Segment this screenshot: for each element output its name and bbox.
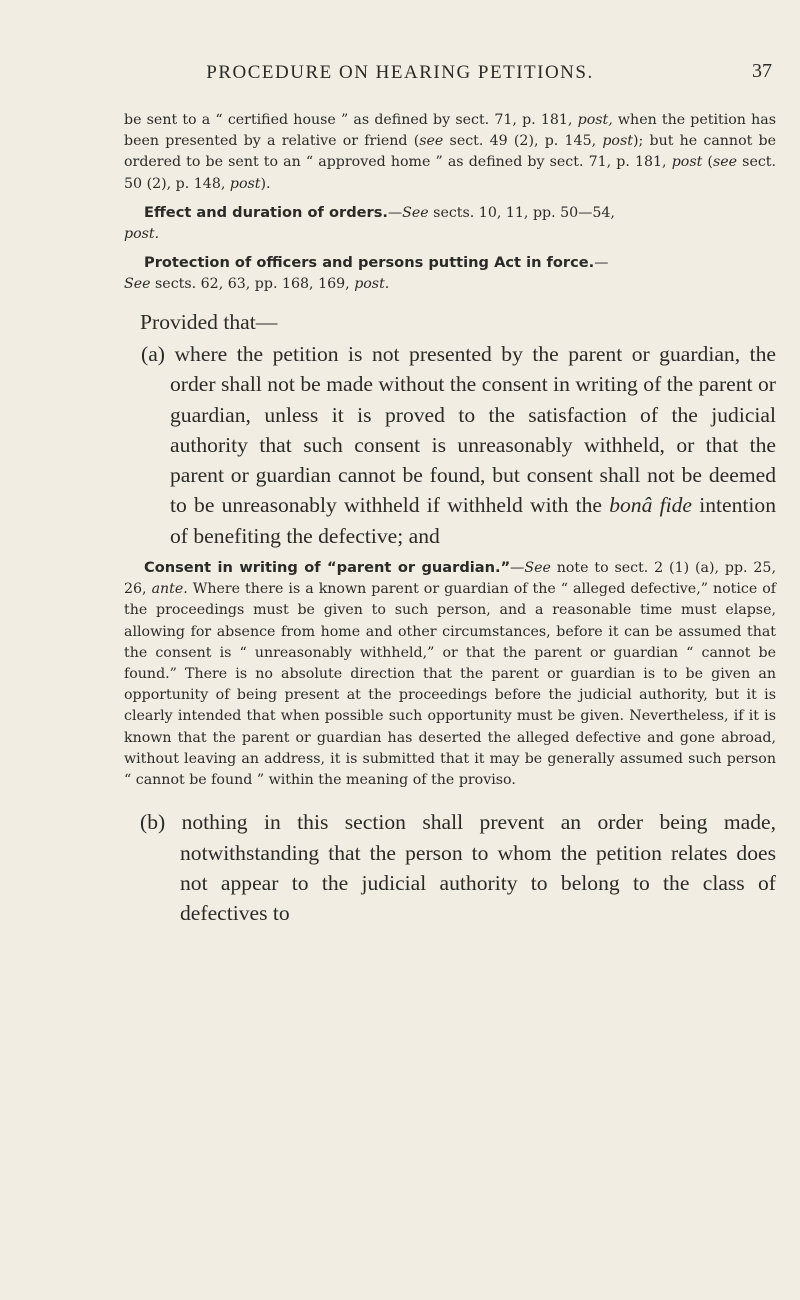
paragraph-effect-duration: Effect and duration of orders.—See sects. 10, 11, pp. 50—54, post. <box>124 203 615 243</box>
paragraph-certified-house: be sent to a “ certified house ” as defined by sect. 71, p. 181, post, when the petition has been presented by a relative or friend (see sect. 49 (2), p. 145, post); but he cannot be ordered to be sent to an “ approved home ” as defined by sect. 71, p. 181, post (see sect. 50 (2), p. 148, post). <box>124 112 777 192</box>
heading-protection: Protection of officers and persons putting Act in force. <box>144 254 595 272</box>
proviso-b: (b) nothing in this section shall prevent an order being made, notwithstanding that the person to whom the petition relates does not appear to the judicial authority to belong to the class of defectives to <box>140 810 776 926</box>
paragraph-protection: Protection of officers and persons putting Act in force.— See sects. 62, 63, pp. 168, 169, post. <box>124 254 609 293</box>
running-head: PROCEDURE ON HEARING PETITIONS. <box>206 62 594 83</box>
proviso-a: (a) where the petition is not presented by the parent or guardian, the order shall not be made without the consent in writing of the parent or guardian, unless it is proved to the satisfaction of the judicial authority that such consent is unreasonably withheld, or that the parent or guardian cannot be found, but consent shall not be deemed to be unreasonably withheld if withheld with the bonâ fide intention of benefiting the defective; and <box>141 341 776 548</box>
provided-that: Provided that— <box>140 309 278 334</box>
paragraph-consent-note: Consent in writing of “parent or guardian.”—See note to sect. 2 (1) (a), pp. 25, 26, ante. Where there is a known parent or guardian of the “ alleged defective,” notice of the proceedings must be given to such person, and a reasonable time must elapse, allowing for absence from home and other circumstances, before it can be assumed that the consent is “ unreasonably withheld,” or that the parent or guardian “ cannot be found.” There is no absolute direction that the parent or guardian is to be given an opportunity of being present at the proceedings before the judicial authority, but it is clearly intended that when possible such opportunity must be given. Nevertheless, if it is known that the parent or guardian has deserted the alleged defective and gone abroad, without leaving an address, it is submitted that it may be generally assumed such person “ cannot be found ” within the meaning of the proviso. <box>124 559 776 789</box>
body-text <box>124 110 776 928</box>
heading-consent: Consent in writing of “parent or guardian.” <box>144 559 511 576</box>
page-number: 37 <box>752 60 772 82</box>
heading-effect-duration: Effect and duration of orders. <box>144 203 388 221</box>
